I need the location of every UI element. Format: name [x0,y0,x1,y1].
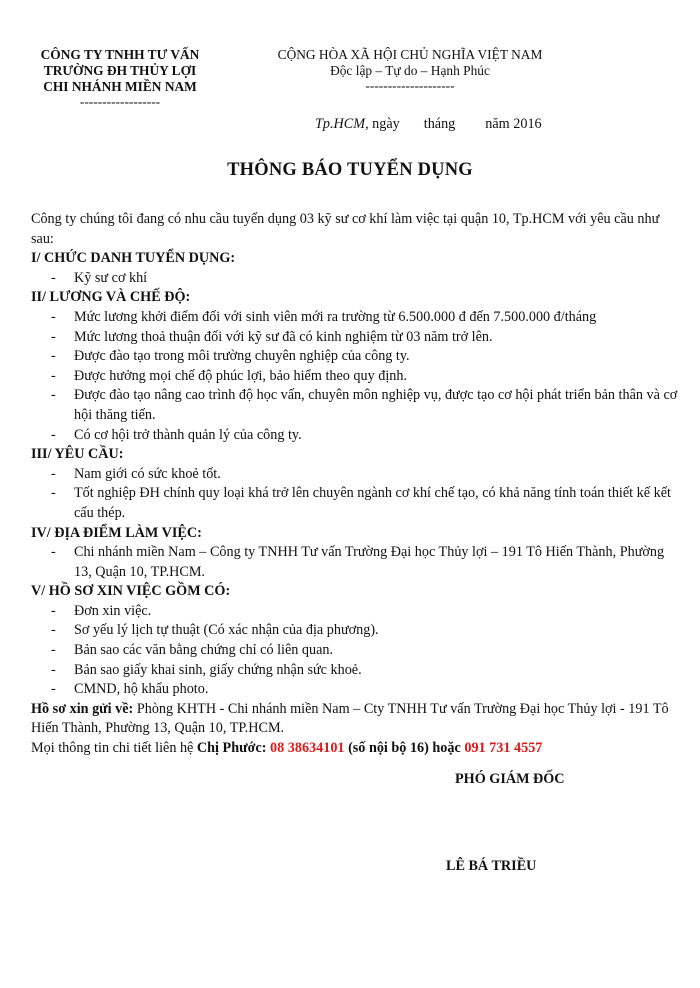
contact-line [31,739,681,759]
org-name-line3: CHI NHÁNH MIỀN NAM [43,79,197,94]
list-item: - Sơ yếu lý lịch tự thuật (Có xác nhận của địa phương). [51,622,379,639]
nation-divider: -------------------- [365,78,455,93]
list-item: - Được đào tạo nâng cao trình độ học vấn, chuyên môn nghiệp vụ, được tạo cơ hội phát triển bản thân và cơ hội thăng tiến. [51,387,678,423]
contact-phone-2: 091 731 4557 [460,740,543,757]
section-heading: I/ CHỨC DANH TUYỂN DỤNG: [31,250,236,267]
section-requirements [31,445,681,523]
section-job-title [31,249,681,288]
submission-address [31,700,681,739]
list-item: - Được hưởng mọi chế độ phúc lợi, bảo hiểm theo quy định. [51,367,408,384]
org-name-line2: TRƯỜNG ĐH THỦY LỢI [43,63,197,78]
list-item: - Mức lương khởi điểm đối với sinh viên mới ra trường từ 6.500.000 đ đến 7.500.000 đ/tháng [51,308,597,325]
national-header [255,47,565,93]
list-item: - Nam giới có sức khoẻ tốt. [51,465,221,482]
section-application-documents [31,582,681,700]
intro-paragraph: Công ty chúng tôi đang có nhu cầu tuyển dụng 03 kỹ sư cơ khí làm việc tại quận 10, Tp.HCM với yêu cầu như sau: [31,211,660,247]
nation-motto: Độc lập – Tự do – Hạnh Phúc [330,63,490,78]
list-item: - Bản sao các văn bằng chứng chỉ có liên quan. [51,642,334,659]
org-name-line1: CÔNG TY TNHH TƯ VẤN [40,47,200,62]
document-body [31,210,681,759]
section-heading: V/ HỒ SƠ XIN VIỆC GỒM CÓ: [31,583,231,600]
contact-name: Chị Phước: [196,740,267,757]
contact-prefix: Mọi thông tin chi tiết liên hệ [31,740,197,757]
list-item: - Kỹ sư cơ khí [51,269,148,286]
document-title: THÔNG BÁO TUYỂN DỤNG [227,160,473,180]
list-item: - Đơn xin việc. [51,602,152,619]
date-year: năm 2016 [485,116,542,132]
list-item: - CMND, hộ khẩu photo. [51,681,209,698]
contact-extension: (số nội bộ 16) hoặc [344,740,461,757]
list-item: - Được đào tạo trong môi trường chuyên nghiệp của công ty. [51,348,410,365]
list-item: - Tốt nghiệp ĐH chính quy loại khá trở lên chuyên ngành cơ khí chế tạo, có khả năng tính toán thiết kế kết cấu thép. [51,485,671,521]
signature-title: PHÓ GIÁM ĐỐC [455,771,565,787]
section-work-location [31,524,681,583]
organization-header [20,47,220,109]
list-item: - Mức lương thoả thuận đối với kỹ sư đã có kinh nghiệm từ 03 năm trở lên. [51,328,493,345]
contact-phone-1: 08 38634101 [266,740,345,757]
nation-name: CỘNG HÒA XÃ HỘI CHỦ NGHĨA VIỆT NAM [277,47,543,62]
signature-name: LÊ BÁ TRIỀU [446,858,537,874]
section-heading: II/ LƯƠNG VÀ CHẾ ĐỘ: [31,289,191,306]
list-item: - Chi nhánh miền Nam – Công ty TNHH Tư vấn Trường Đại học Thủy lợi – 191 Tô Hiến Thành, Phường 13, Quận 10, TP.HCM. [51,544,665,580]
list-item: - Bản sao giấy khai sinh, giấy chứng nhận sức khoẻ. [51,661,362,678]
list-item: - Có cơ hội trở thành quản lý của công ty. [51,426,302,443]
document-date [315,116,542,133]
date-month: tháng [423,116,456,132]
submission-label: Hồ sơ xin gửi về: [31,700,134,717]
date-day: , ngày [365,116,400,132]
section-heading: III/ YÊU CẦU: [31,446,124,463]
section-heading: IV/ ĐỊA ĐIỂM LÀM VIỆC: [31,524,202,541]
section-salary-benefits [31,288,681,445]
date-place: Tp.HCM [315,116,366,132]
submission-text: Phòng KHTH - Chi nhánh miền Nam – Cty TNHH Tư vấn Trường Đại học Thủy lợi - 191 Tô Hiến Thành, Phường 13, Quận 10, TP.HCM. [31,700,669,737]
org-divider: ------------------ [79,94,161,109]
